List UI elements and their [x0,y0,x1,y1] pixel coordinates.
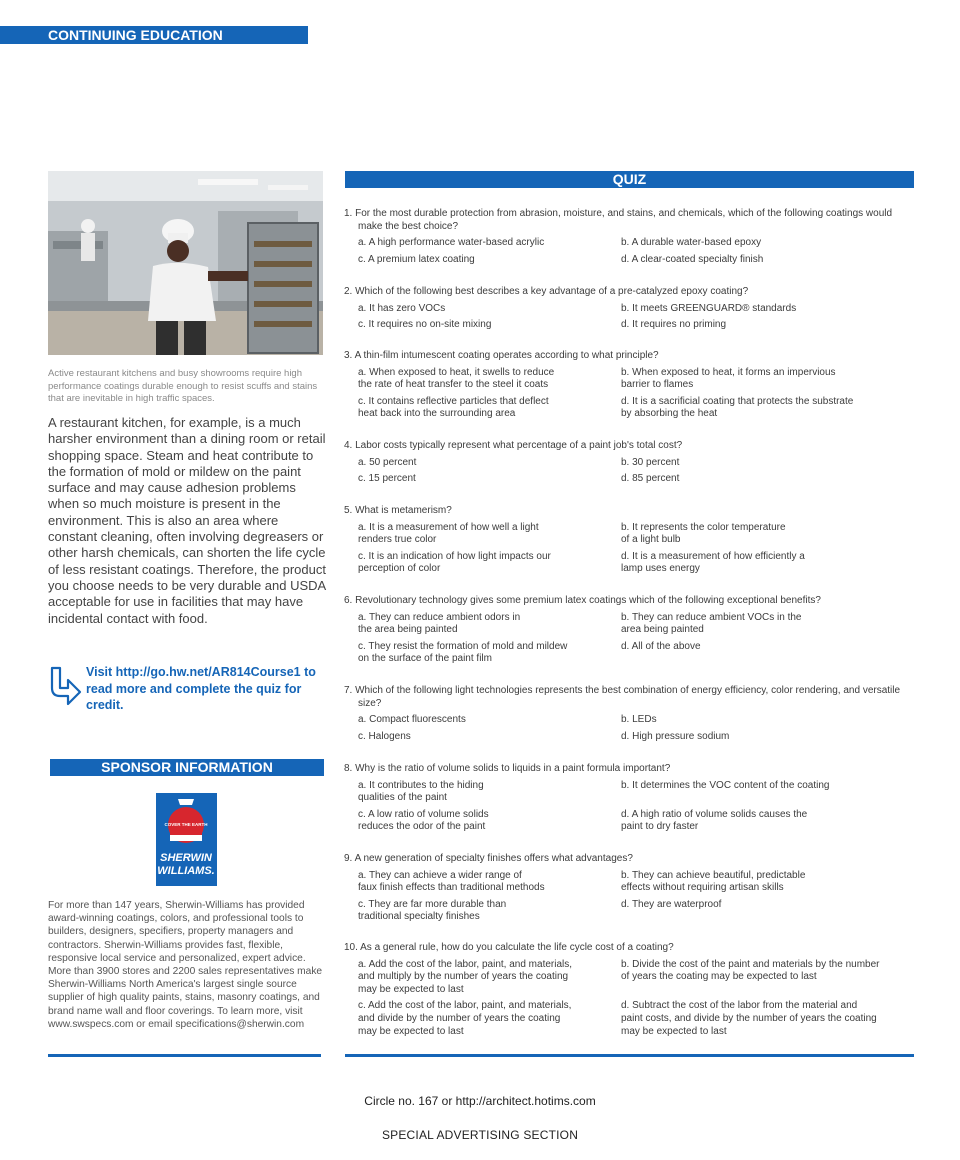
logo-text-line1: SHERWIN [160,852,212,864]
visit-link[interactable]: Visit http://go.hw.net/AR814Course1 to read more and complete the quiz for credit. [86,665,316,712]
answer-option: b. It represents the color temperature of a light bulb [621,521,786,546]
answer-option: d. A clear-coated specialty finish [621,253,764,265]
answer-option: c. A low ratio of volume solids reduces the odor of the paint [358,808,489,833]
answer-option: b. LEDs [621,714,657,726]
answer-option: a. 50 percent [358,456,417,468]
answer-option: b. 30 percent [621,456,680,468]
quiz-question-4 [344,440,919,486]
answer-option: b. They can achieve beautiful, predictable effects without requiring artisan skills [621,869,806,894]
answer-option: c. A premium latex coating [358,253,475,265]
answer-option: b. A durable water-based epoxy [621,237,762,249]
answer-option: c. It is an indication of how light impacts our perception of color [358,550,551,575]
answer-option: a. It has zero VOCs [358,302,446,314]
section-header: CONTINUING EDUCATION [0,26,308,44]
question-text: 8. Why is the ratio of volume solids to liquids in a paint formula important? [344,763,671,774]
question-text: 10. As a general rule, how do you calculate the life cycle cost of a coating? [344,942,674,953]
reader-service-text: Circle no. 167 or http://architect.hotims.com [364,1094,596,1108]
answer-option: d. They are waterproof [621,898,722,910]
visit-callout[interactable] [48,664,328,720]
photo-caption: Active restaurant kitchens and busy showrooms require high performance coatings durable enough to resist scuffs and stains that are inevitable in high traffic spaces. [48,368,318,404]
question-text: 4. Labor costs typically represent what percentage of a paint job's total cost? [344,440,683,451]
quiz-question-5 [344,505,919,576]
answer-option: b. They can reduce ambient VOCs in the area being painted [621,611,802,636]
answer-option: a. Add the cost of the labor, paint, and materials, and multiply by the number of years the coating may be expected to last [358,958,573,995]
kitchen-photo [48,171,323,355]
sponsor-header: SPONSOR INFORMATION [50,759,324,776]
answer-option: d. A high ratio of volume solids causes the paint to dry faster [621,808,808,833]
sponsor-description: For more than 147 years, Sherwin-Williams has provided award-winning coatings, colors, and professional tools to builders, designers, specifiers, property managers and contractors. Sherwin-Williams provides fast, flexible, responsive local service and personalized, expert advice. More than 3900 stores and 2200 sales representatives make Sherwin-Williams North America's largest single source supplier of high quality paints, stains, masonry coatings, and brand name wall and floor coverings. To learn more, visit www.swspecs.com or email specifications@sherwin.com [48,900,323,1030]
answer-option: c. Add the cost of the labor, paint, and materials, and divide by the number of years the coating may be expected to last [358,1000,572,1037]
logo-globe-text: COVER THE EARTH [164,822,208,827]
answer-option: b. Divide the cost of the paint and materials by the number of years the coating may be expected to last [621,958,880,983]
answer-option: a. Compact fluorescents [358,714,466,726]
question-text: 3. A thin-film intumescent coating operates according to what principle? [344,350,659,361]
answer-option: b. It meets GREENGUARD® standards [621,302,797,314]
answer-option: a. They can reduce ambient odors in the area being painted [358,611,521,636]
answer-option: c. It contains reflective particles that deflect heat back into the surrounding area [358,395,549,420]
answer-option: c. They are far more durable than traditional specialty finishes [358,898,507,923]
divider-right [345,1054,914,1057]
quiz-question-1 [344,208,919,266]
answer-option: c. They resist the formation of mold and mildew on the surface of the paint film [358,640,568,665]
quiz-question-6 [344,595,919,666]
answer-option: b. It determines the VOC content of the coating [621,779,830,791]
answer-option: d. Subtract the cost of the labor from the material and paint costs, and divide by the number of years the coating may be expected to last [621,1000,877,1037]
answer-option: d. All of the above [621,640,701,652]
answer-option: a. It contributes to the hiding qualities of the paint [358,779,484,804]
answer-option: b. When exposed to heat, it forms an impervious barrier to flames [621,366,836,391]
answer-option: c. Halogens [358,730,411,742]
question-text: 1. For the most durable protection from abrasion, moisture, and stains, and chemicals, which of the following coatings would make the best choice? [344,208,893,232]
answer-option: d. 85 percent [621,473,680,485]
quiz-question-8 [344,763,919,834]
question-text: 2. Which of the following best describes a key advantage of a pre-catalyzed epoxy coating? [344,286,749,297]
answer-option: a. A high performance water-based acrylic [358,237,545,249]
question-text: 9. A new generation of specialty finishes offers what advantages? [344,853,633,864]
logo-text-line2: WILLIAMS. [157,865,215,877]
answer-option: d. It requires no priming [621,319,727,331]
answer-option: c. It requires no on-site mixing [358,319,492,331]
special-section-label: SPECIAL ADVERTISING SECTION [381,1128,579,1142]
sherwin-williams-logo [156,793,217,886]
question-text: 7. Which of the following light technologies represents the best combination of energy efficiency, color rendering, and versatile size? [344,685,901,709]
answer-option: a. They can achieve a wider range of faux finish effects than traditional methods [358,869,545,894]
article-body: A restaurant kitchen, for example, is a much harsher environment than a dining room or retail shopping space. Steam and heat contribute to the formation of mold or mildew on the paint surface and may cause adhesion problems when so much moisture is present in the environment. This is also an area where constant cleaning, often involving degreasers or other harsh chemicals, can shorten the life cycle of less resistant coatings. Therefore, the product you choose needs to be very durable and USDA acceptable for use in facilities that may have incidental contact with food. [48,415,326,626]
quiz-question-7 [344,685,919,743]
question-text: 6. Revolutionary technology gives some premium latex coatings which of the following exceptional benefits? [344,595,821,606]
answer-option: d. It is a sacrificial coating that protects the substrate by absorbing the heat [621,395,854,420]
quiz-question-9 [344,853,919,924]
answer-option: c. 15 percent [358,473,416,485]
question-text: 5. What is metamerism? [344,505,452,516]
arrow-icon [48,666,82,708]
answer-option: d. It is a measurement of how efficiently a lamp uses energy [621,550,805,575]
answer-option: d. High pressure sodium [621,730,730,742]
quiz-question-2 [344,286,919,332]
divider-left [48,1054,321,1057]
quiz-question-3 [344,350,919,421]
answer-option: a. When exposed to heat, it swells to reduce the rate of heat transfer to the steel it coats [358,366,555,391]
quiz-header: QUIZ [345,171,914,188]
answer-option: a. It is a measurement of how well a light renders true color [358,521,539,546]
quiz-question-10 [344,942,919,1038]
